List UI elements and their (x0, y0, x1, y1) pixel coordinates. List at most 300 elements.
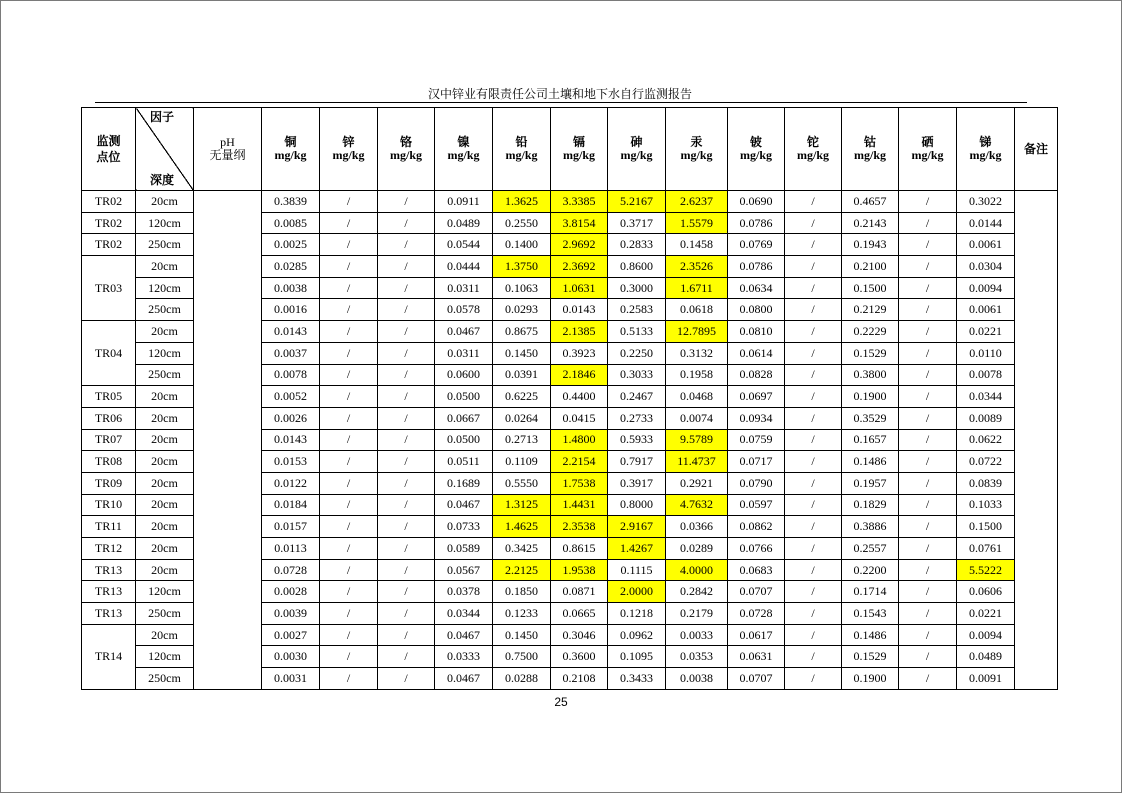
value-cell: / (378, 386, 435, 408)
value-cell: 0.1063 (493, 277, 551, 299)
value-cell: / (785, 386, 842, 408)
value-cell: 0.2108 (551, 668, 608, 690)
value-cell: 0.0634 (728, 277, 785, 299)
value-cell: 2.9167 (608, 516, 666, 538)
value-cell: 0.1543 (842, 603, 899, 625)
value-cell: 0.2467 (608, 386, 666, 408)
value-cell: / (785, 494, 842, 516)
value-cell: 1.0631 (551, 277, 608, 299)
element-column-header (608, 108, 666, 191)
value-cell: 0.1095 (608, 646, 666, 668)
value-cell: 0.0039 (262, 603, 320, 625)
element-name: 铅 (515, 135, 528, 149)
value-cell: 0.1486 (842, 624, 899, 646)
site-cell: TR13 (82, 581, 136, 603)
value-cell: / (899, 386, 957, 408)
value-cell: 0.0028 (262, 581, 320, 603)
value-cell: / (378, 364, 435, 386)
value-cell: / (378, 321, 435, 343)
value-cell: / (785, 516, 842, 538)
value-cell: 0.0600 (435, 364, 493, 386)
value-cell: 0.0264 (493, 407, 551, 429)
value-cell: / (320, 234, 378, 256)
value-cell: 0.0091 (957, 668, 1015, 690)
value-cell: / (320, 342, 378, 364)
value-cell: 4.7632 (666, 494, 728, 516)
value-cell: / (899, 668, 957, 690)
value-cell: 0.0790 (728, 472, 785, 494)
value-cell: / (899, 321, 957, 343)
value-cell: 0.0289 (666, 538, 728, 560)
value-cell: / (320, 299, 378, 321)
report-title: 汉中锌业有限责任公司土壤和地下水自行监测报告 (427, 87, 692, 101)
value-cell: 0.1450 (493, 624, 551, 646)
value-cell: / (320, 451, 378, 473)
value-cell: 12.7895 (666, 321, 728, 343)
value-cell: 0.0366 (666, 516, 728, 538)
element-name: 铍 (749, 135, 762, 149)
value-cell: 0.1900 (842, 386, 899, 408)
value-cell: 0.2583 (608, 299, 666, 321)
page-number: 25 (554, 695, 568, 709)
value-cell: 0.2100 (842, 256, 899, 278)
value-cell: 0.0153 (262, 451, 320, 473)
ph-column-header (194, 108, 262, 191)
value-cell: 0.0078 (262, 364, 320, 386)
value-cell: 0.1529 (842, 342, 899, 364)
value-cell: / (320, 494, 378, 516)
value-cell: 0.1900 (842, 668, 899, 690)
value-cell: / (899, 212, 957, 234)
value-cell: 0.0728 (728, 603, 785, 625)
value-cell: 11.4737 (666, 451, 728, 473)
value-cell: 0.3529 (842, 407, 899, 429)
value-cell: / (378, 429, 435, 451)
table-body (82, 191, 1058, 690)
value-cell: 0.0962 (608, 624, 666, 646)
depth-cell: 20cm (136, 321, 194, 343)
depth-cell: 250cm (136, 234, 194, 256)
value-cell: 0.8615 (551, 538, 608, 560)
element-column-header (551, 108, 608, 191)
element-column-header (435, 108, 493, 191)
value-cell: 0.0707 (728, 668, 785, 690)
value-cell: / (320, 472, 378, 494)
element-name: 铊 (806, 135, 819, 149)
value-cell: 0.0500 (435, 386, 493, 408)
value-cell: / (378, 234, 435, 256)
factor-depth-header (136, 108, 194, 191)
value-cell: 0.3600 (551, 646, 608, 668)
value-cell: 0.0038 (262, 277, 320, 299)
value-cell: 2.0000 (608, 581, 666, 603)
value-cell: 1.5579 (666, 212, 728, 234)
value-cell: 0.1458 (666, 234, 728, 256)
value-cell: 0.2250 (608, 342, 666, 364)
value-cell: 0.3800 (842, 364, 899, 386)
value-cell: 0.0786 (728, 212, 785, 234)
value-cell: 0.0589 (435, 538, 493, 560)
value-cell: / (378, 494, 435, 516)
depth-label: 深度 (150, 173, 175, 187)
value-cell: / (899, 581, 957, 603)
value-cell: 0.0467 (435, 668, 493, 690)
site-cell: TR13 (82, 559, 136, 581)
value-cell: 0.3022 (957, 191, 1015, 213)
element-name: 铬 (399, 135, 412, 149)
value-cell: 0.3886 (842, 516, 899, 538)
value-cell: 2.1846 (551, 364, 608, 386)
value-cell: 0.3033 (608, 364, 666, 386)
element-column-header (957, 108, 1015, 191)
value-cell: 0.0184 (262, 494, 320, 516)
value-cell: 1.6711 (666, 277, 728, 299)
value-cell: 0.2842 (666, 581, 728, 603)
value-cell: 0.0333 (435, 646, 493, 668)
value-cell: 1.7538 (551, 472, 608, 494)
value-cell: / (785, 299, 842, 321)
site-cell: TR10 (82, 494, 136, 516)
depth-cell: 20cm (136, 538, 194, 560)
value-cell: / (785, 234, 842, 256)
value-cell: 0.2143 (842, 212, 899, 234)
value-cell: 0.1218 (608, 603, 666, 625)
value-cell: 0.0810 (728, 321, 785, 343)
value-cell: 0.0353 (666, 646, 728, 668)
value-cell: 0.5933 (608, 429, 666, 451)
site-cell: TR05 (82, 386, 136, 408)
value-cell: 2.3538 (551, 516, 608, 538)
element-name: 汞 (690, 135, 703, 149)
value-cell: / (785, 256, 842, 278)
element-unit: mg/kg (274, 148, 307, 162)
element-unit: mg/kg (447, 148, 480, 162)
value-cell: 0.4657 (842, 191, 899, 213)
element-column-header (378, 108, 435, 191)
value-cell: 0.0614 (728, 342, 785, 364)
value-cell: 0.1529 (842, 646, 899, 668)
value-cell: 0.0113 (262, 538, 320, 560)
value-cell: 0.1400 (493, 234, 551, 256)
depth-cell: 250cm (136, 668, 194, 690)
value-cell: 0.0344 (957, 386, 1015, 408)
value-cell: / (378, 342, 435, 364)
value-cell: 0.1115 (608, 559, 666, 581)
value-cell: 0.0285 (262, 256, 320, 278)
value-cell: / (378, 256, 435, 278)
value-cell: 0.8675 (493, 321, 551, 343)
value-cell: 0.4400 (551, 386, 608, 408)
element-unit: mg/kg (969, 148, 1002, 162)
depth-cell: 20cm (136, 559, 194, 581)
value-cell: 0.0467 (435, 494, 493, 516)
value-cell: / (785, 581, 842, 603)
value-cell: / (378, 212, 435, 234)
value-cell: 0.0016 (262, 299, 320, 321)
depth-cell: 120cm (136, 277, 194, 299)
value-cell: / (785, 559, 842, 581)
value-cell: 0.0766 (728, 538, 785, 560)
value-cell: 0.0311 (435, 277, 493, 299)
depth-cell: 20cm (136, 624, 194, 646)
remark-cell (1015, 191, 1058, 690)
value-cell: 0.2733 (608, 407, 666, 429)
value-cell: 0.1957 (842, 472, 899, 494)
depth-cell: 120cm (136, 581, 194, 603)
value-cell: 0.3000 (608, 277, 666, 299)
value-cell: 0.0061 (957, 299, 1015, 321)
value-cell: 0.0094 (957, 624, 1015, 646)
value-cell: 0.0157 (262, 516, 320, 538)
element-column-header (493, 108, 551, 191)
value-cell: 0.2229 (842, 321, 899, 343)
site-cell: TR13 (82, 603, 136, 625)
value-cell: 0.0717 (728, 451, 785, 473)
site-cell: TR07 (82, 429, 136, 451)
value-cell: 1.3750 (493, 256, 551, 278)
value-cell: / (899, 494, 957, 516)
value-cell: 0.0143 (262, 429, 320, 451)
value-cell: / (785, 646, 842, 668)
value-cell: 2.3526 (666, 256, 728, 278)
value-cell: 0.0934 (728, 407, 785, 429)
value-cell: 0.2557 (842, 538, 899, 560)
value-cell: / (320, 386, 378, 408)
element-unit: mg/kg (562, 148, 595, 162)
value-cell: 0.3046 (551, 624, 608, 646)
element-name: 锑 (979, 135, 992, 149)
value-cell: / (378, 646, 435, 668)
value-cell: / (320, 277, 378, 299)
value-cell: 0.7500 (493, 646, 551, 668)
value-cell: 0.2833 (608, 234, 666, 256)
value-cell: 0.0031 (262, 668, 320, 690)
remark-column-header: 备注 (1015, 108, 1058, 191)
value-cell: 0.0344 (435, 603, 493, 625)
element-unit: mg/kg (680, 148, 713, 162)
value-cell: 0.0052 (262, 386, 320, 408)
site-cell: TR14 (82, 624, 136, 689)
value-cell: 0.0871 (551, 581, 608, 603)
value-cell: 0.0467 (435, 624, 493, 646)
value-cell: / (320, 516, 378, 538)
element-name: 钴 (863, 135, 876, 149)
value-cell: 0.8000 (608, 494, 666, 516)
site-cell: TR09 (82, 472, 136, 494)
value-cell: / (320, 646, 378, 668)
value-cell: 1.3625 (493, 191, 551, 213)
value-cell: / (785, 364, 842, 386)
value-cell: / (899, 364, 957, 386)
value-cell: 0.0683 (728, 559, 785, 581)
element-name: 锌 (342, 135, 355, 149)
monitoring-table (81, 107, 1058, 690)
value-cell: 0.0761 (957, 538, 1015, 560)
header-rule (95, 102, 1027, 103)
value-cell: 0.2713 (493, 429, 551, 451)
value-cell: / (378, 559, 435, 581)
ph-cell (194, 191, 262, 690)
value-cell: / (899, 451, 957, 473)
value-cell: 0.0143 (262, 321, 320, 343)
value-cell: 0.0221 (957, 603, 1015, 625)
element-name: 铜 (284, 135, 297, 149)
element-unit: mg/kg (505, 148, 538, 162)
value-cell: 2.6237 (666, 191, 728, 213)
value-cell: 0.1850 (493, 581, 551, 603)
value-cell: 0.1958 (666, 364, 728, 386)
value-cell: 0.0839 (957, 472, 1015, 494)
value-cell: 0.3425 (493, 538, 551, 560)
depth-cell: 20cm (136, 407, 194, 429)
value-cell: / (785, 212, 842, 234)
value-cell: 0.0288 (493, 668, 551, 690)
value-cell: 0.1689 (435, 472, 493, 494)
value-cell: 0.0500 (435, 429, 493, 451)
element-unit: mg/kg (796, 148, 829, 162)
factor-label: 因子 (150, 110, 175, 124)
value-cell: / (899, 538, 957, 560)
value-cell: / (320, 429, 378, 451)
value-cell: / (378, 538, 435, 560)
value-cell: 0.1714 (842, 581, 899, 603)
value-cell: 0.0025 (262, 234, 320, 256)
element-unit: mg/kg (739, 148, 772, 162)
value-cell: 0.3132 (666, 342, 728, 364)
value-cell: 0.3433 (608, 668, 666, 690)
value-cell: 3.8154 (551, 212, 608, 234)
value-cell: / (320, 538, 378, 560)
value-cell: 2.3692 (551, 256, 608, 278)
value-cell: 1.4800 (551, 429, 608, 451)
value-cell: 2.1385 (551, 321, 608, 343)
value-cell: 0.5133 (608, 321, 666, 343)
depth-cell: 250cm (136, 364, 194, 386)
value-cell: / (320, 624, 378, 646)
value-cell: 0.0578 (435, 299, 493, 321)
value-cell: 0.1657 (842, 429, 899, 451)
element-column-header (666, 108, 728, 191)
element-unit: mg/kg (620, 148, 653, 162)
value-cell: / (785, 429, 842, 451)
site-cell: TR06 (82, 407, 136, 429)
value-cell: 0.0631 (728, 646, 785, 668)
value-cell: 0.0085 (262, 212, 320, 234)
value-cell: 0.0786 (728, 256, 785, 278)
value-cell: / (378, 516, 435, 538)
element-name: 硒 (921, 135, 934, 149)
value-cell: 0.0078 (957, 364, 1015, 386)
value-cell: 0.0110 (957, 342, 1015, 364)
element-column-header (899, 108, 957, 191)
value-cell: 0.0391 (493, 364, 551, 386)
value-cell: / (378, 191, 435, 213)
depth-cell: 20cm (136, 256, 194, 278)
value-cell: 0.2129 (842, 299, 899, 321)
value-cell: / (899, 624, 957, 646)
element-unit: mg/kg (853, 148, 886, 162)
value-cell: 0.0911 (435, 191, 493, 213)
value-cell: / (320, 559, 378, 581)
value-cell: 0.0622 (957, 429, 1015, 451)
value-cell: 0.0800 (728, 299, 785, 321)
element-column-header (320, 108, 378, 191)
value-cell: / (899, 407, 957, 429)
value-cell: / (785, 407, 842, 429)
value-cell: 2.2154 (551, 451, 608, 473)
element-unit: mg/kg (332, 148, 365, 162)
value-cell: 0.0489 (435, 212, 493, 234)
value-cell: 0.2200 (842, 559, 899, 581)
depth-cell: 120cm (136, 342, 194, 364)
element-column-header (785, 108, 842, 191)
value-cell: 0.0467 (435, 321, 493, 343)
value-cell: 0.0304 (957, 256, 1015, 278)
value-cell: / (320, 407, 378, 429)
value-cell: 0.0597 (728, 494, 785, 516)
site-cell: TR02 (82, 234, 136, 256)
value-cell: 0.1033 (957, 494, 1015, 516)
value-cell: / (899, 277, 957, 299)
value-cell: / (320, 256, 378, 278)
value-cell: / (899, 646, 957, 668)
value-cell: / (378, 624, 435, 646)
value-cell: 0.0733 (435, 516, 493, 538)
value-cell: / (785, 538, 842, 560)
value-cell: / (899, 472, 957, 494)
value-cell: 0.3923 (551, 342, 608, 364)
value-cell: 5.2167 (608, 191, 666, 213)
value-cell: / (320, 364, 378, 386)
depth-cell: 20cm (136, 472, 194, 494)
value-cell: 9.5789 (666, 429, 728, 451)
value-cell: 0.0697 (728, 386, 785, 408)
ph-unit: 无量纲 (209, 148, 246, 162)
value-cell: 0.0094 (957, 277, 1015, 299)
value-cell: 0.2921 (666, 472, 728, 494)
value-cell: / (378, 407, 435, 429)
value-cell: / (899, 603, 957, 625)
value-cell: 0.0143 (551, 299, 608, 321)
depth-cell: 250cm (136, 603, 194, 625)
value-cell: 0.0061 (957, 234, 1015, 256)
value-cell: / (378, 603, 435, 625)
value-cell: 0.0489 (957, 646, 1015, 668)
value-cell: / (378, 299, 435, 321)
element-name: 砷 (630, 135, 643, 149)
value-cell: 0.0759 (728, 429, 785, 451)
value-cell: / (785, 603, 842, 625)
site-column-header: 监测点位 (82, 108, 136, 191)
site-cell: TR11 (82, 516, 136, 538)
depth-cell: 20cm (136, 429, 194, 451)
element-name: 镉 (572, 135, 585, 149)
site-cell: TR03 (82, 256, 136, 321)
value-cell: / (899, 191, 957, 213)
element-column-header (842, 108, 899, 191)
value-cell: / (320, 668, 378, 690)
value-cell: / (899, 516, 957, 538)
value-cell: / (785, 624, 842, 646)
site-cell: TR12 (82, 538, 136, 560)
value-cell: / (785, 277, 842, 299)
value-cell: 0.0026 (262, 407, 320, 429)
depth-cell: 20cm (136, 191, 194, 213)
value-cell: 0.0667 (435, 407, 493, 429)
value-cell: / (378, 668, 435, 690)
value-cell: 0.3917 (608, 472, 666, 494)
value-cell: 0.0030 (262, 646, 320, 668)
